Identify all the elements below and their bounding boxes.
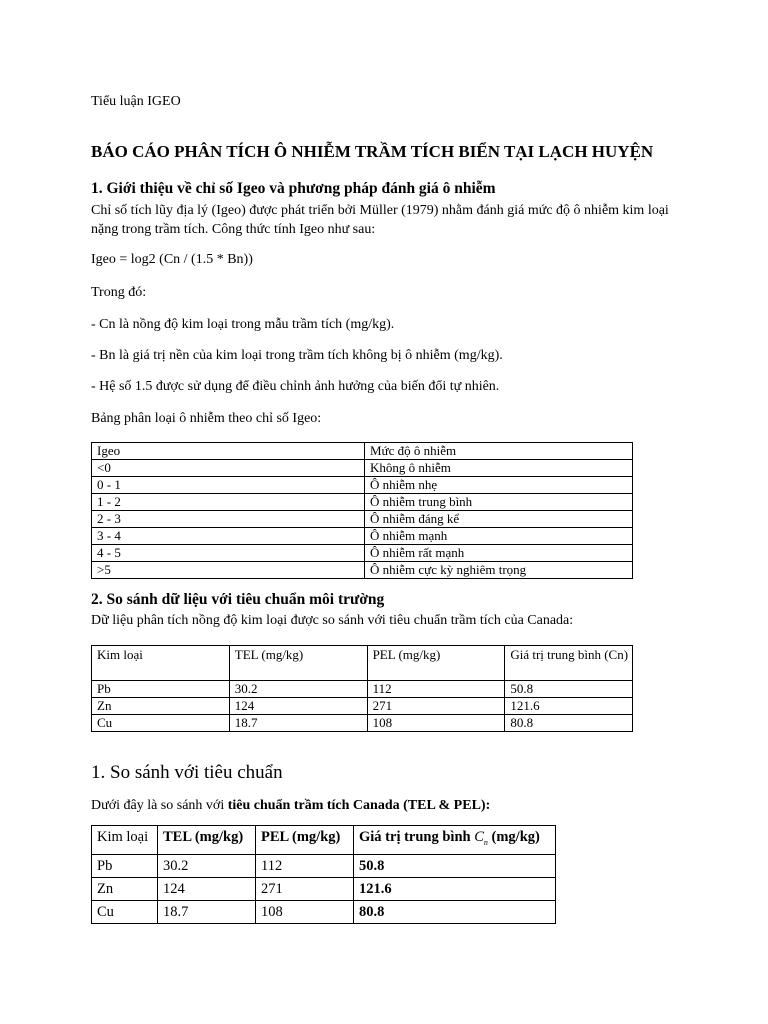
section2-heading: 2. So sánh dữ liệu với tiêu chuẩn môi trường <box>91 591 385 608</box>
table-header-cell <box>354 826 556 855</box>
table-header-row <box>92 826 556 855</box>
table-cell: 18.7 <box>158 900 256 923</box>
table-cell: 80.8 <box>505 715 633 732</box>
table-cell: Ô nhiễm đáng kể <box>365 511 633 528</box>
cn-subscript: n <box>483 837 488 847</box>
bullet-cn: - Cn là nồng độ kim loại trong mẫu trầm tích (mg/kg). <box>91 317 395 332</box>
table-cell: Pb <box>92 681 230 698</box>
igeo-classification-table <box>91 442 633 579</box>
table-cell: 2 - 3 <box>92 511 365 528</box>
where-label: Trong đó: <box>91 285 147 300</box>
table-row <box>92 477 633 494</box>
igeo-formula: Igeo = log2 (Cn / (1.5 * Bn)) <box>91 252 253 267</box>
table-cell: 271 <box>367 698 505 715</box>
table-cell: 112 <box>367 681 505 698</box>
table-cell: 0 - 1 <box>92 477 365 494</box>
table-cell: 121.6 <box>505 698 633 715</box>
table-cell: Cu <box>92 715 230 732</box>
table-cell: 271 <box>256 877 354 900</box>
mean-label: Giá trị trung bình <box>359 829 471 845</box>
section3-intro-bold: tiêu chuẩn trầm tích Canada (TEL & PEL): <box>227 798 491 813</box>
bullet-bn: - Bn là giá trị nền của kim loại trong trầm tích không bị ô nhiễm (mg/kg). <box>91 348 503 363</box>
table-cell: 124 <box>229 698 367 715</box>
table-cell: Ô nhiễm cực kỳ nghiêm trọng <box>365 562 633 579</box>
cn-letter: C <box>474 829 484 845</box>
table-cell: 108 <box>367 715 505 732</box>
table-cell: 108 <box>256 900 354 923</box>
canada-standards-table <box>91 645 633 732</box>
table-cell: 18.7 <box>229 715 367 732</box>
table-row <box>92 681 633 698</box>
table-cell: Zn <box>92 877 158 900</box>
section1-intro: Chỉ số tích lũy địa lý (Igeo) được phát triển bởi Müller (1979) nhằm đánh giá mức độ ô nhiễm kim loại nặng trong trầm tích. Công thức tính Igeo như sau: <box>91 203 669 237</box>
table-row <box>92 562 633 579</box>
table-row <box>92 877 556 900</box>
table-cell: Ô nhiễm rất mạnh <box>365 545 633 562</box>
table-cell: 50.8 <box>505 681 633 698</box>
table-header-cell: PEL (mg/kg) <box>256 826 354 855</box>
table-header-cell: TEL (mg/kg) <box>158 826 256 855</box>
table-header-cell: Kim loại <box>92 826 158 855</box>
table-cell: Cu <box>92 900 158 923</box>
section2-intro: Dữ liệu phân tích nồng độ kim loại được so sánh với tiêu chuẩn trầm tích của Canada: <box>91 613 574 628</box>
document-header: Tiểu luận IGEO <box>91 94 181 109</box>
comparison-table <box>91 825 556 924</box>
table-row <box>92 715 633 732</box>
table-cell: 30.2 <box>158 854 256 877</box>
table-header-row <box>92 443 633 460</box>
table-cell: 30.2 <box>229 681 367 698</box>
table-cell: Ô nhiễm trung bình <box>365 494 633 511</box>
table-cell: 80.8 <box>354 900 556 923</box>
table-header-row <box>92 646 633 681</box>
table-row <box>92 494 633 511</box>
table-header-cell: TEL (mg/kg) <box>229 646 367 681</box>
table-row <box>92 528 633 545</box>
table-header-cell: Giá trị trung bình (Cn) <box>505 646 633 681</box>
table-cell: 3 - 4 <box>92 528 365 545</box>
table-header-cell: Kim loại <box>92 646 230 681</box>
table-cell: Ô nhiễm mạnh <box>365 528 633 545</box>
table-row <box>92 511 633 528</box>
table-cell: Không ô nhiễm <box>365 460 633 477</box>
table-cell: 121.6 <box>354 877 556 900</box>
table-cell: 112 <box>256 854 354 877</box>
table-row <box>92 545 633 562</box>
section1-heading: 1. Giới thiệu về chỉ số Igeo và phương pháp đánh giá ô nhiễm <box>91 180 496 197</box>
bullet-factor: - Hệ số 1.5 được sử dụng để điều chỉnh ảnh hưởng của biến đổi tự nhiên. <box>91 379 500 394</box>
unit-label: (mg/kg) <box>491 829 540 845</box>
table-header-cell: Mức độ ô nhiễm <box>365 443 633 460</box>
table-row <box>92 460 633 477</box>
table-header-cell: Igeo <box>92 443 365 460</box>
table-row <box>92 698 633 715</box>
table-row <box>92 900 556 923</box>
table-cell: 124 <box>158 877 256 900</box>
table-cell: 1 - 2 <box>92 494 365 511</box>
table-cell: Pb <box>92 854 158 877</box>
table-cell: Ô nhiễm nhẹ <box>365 477 633 494</box>
report-title: BÁO CÁO PHÂN TÍCH Ô NHIỄM TRẦM TÍCH BIỂN TẠI LẠCH HUYỆN <box>91 142 654 161</box>
igeo-table-caption: Bảng phân loại ô nhiễm theo chỉ số Igeo: <box>91 411 322 426</box>
table-row <box>92 854 556 877</box>
table-cell: 4 - 5 <box>92 545 365 562</box>
table-cell: <0 <box>92 460 365 477</box>
table-header-cell: PEL (mg/kg) <box>367 646 505 681</box>
cn-symbol <box>474 829 488 845</box>
table-cell: 50.8 <box>354 854 556 877</box>
section3-heading: 1. So sánh với tiêu chuẩn <box>91 762 283 783</box>
section3-intro <box>91 797 490 815</box>
section3-intro-text: Dưới đây là so sánh với <box>91 798 228 813</box>
table-cell: >5 <box>92 562 365 579</box>
table-cell: Zn <box>92 698 230 715</box>
